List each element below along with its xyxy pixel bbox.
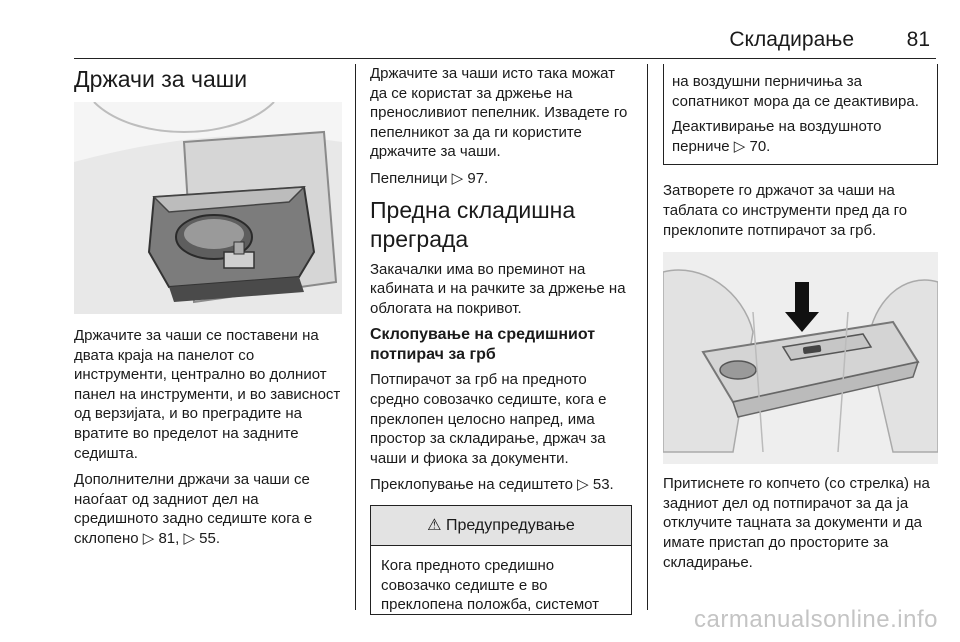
column-3 (663, 64, 938, 579)
section-title: Складирање (729, 28, 854, 51)
paragraph: на воздушни перничиња за сопатникот мора да се деактивира. (672, 73, 919, 110)
paragraph: Држачите за чаши исто така можат да се користат за држење на преносливиот пепелник. Извадете го пепелникот за да ги користите држачите за чаши. (370, 65, 628, 161)
front-storage-heading: Предна складишна преграда (370, 196, 576, 252)
warning-box (370, 505, 632, 615)
column-divider (355, 64, 356, 610)
warning-icon: ⚠ (427, 516, 442, 534)
warning-title-bar (371, 506, 631, 546)
column-2 (370, 64, 632, 615)
paragraph: Закачалки има во преминот на кабината и на рачките за држење на облогата на покривот. (370, 260, 626, 317)
armrest-illustration (663, 252, 938, 464)
paragraph: Деактивирање на воздушното перниче ▷ 70. (672, 118, 882, 155)
column-divider (647, 64, 648, 610)
paragraph: Држачите за чаши се поставени на двата краја на панелот со инструменти, централно во долниот панел на инструменти, и во зависност од верзијата, и во преградите на вратите во пределот на задните седишта. (74, 327, 341, 462)
cup-holder-illustration (74, 102, 342, 314)
column-1 (74, 64, 342, 556)
warning-title: Предупредување (445, 516, 575, 534)
armrest-subheading: Склопување на средишниот потпирач за грб (370, 326, 596, 364)
cup-holders-heading: Држачи за чаши (74, 66, 248, 92)
page-header (74, 24, 936, 58)
warning-box-continued (663, 64, 938, 165)
header-rule (74, 58, 936, 59)
paragraph: Затворете го држачот за чаши на таблата со инструменти пред да го преклопите потпирачот за грб. (663, 182, 908, 239)
paragraph: Преклопување на седиштето ▷ 53. (370, 476, 614, 494)
paragraph: Потпирачот за грб на предното средно совозачко седиште, кога е преклопен целосно напред, има простор за складирање, држач за чаши и фиока за документи. (370, 371, 607, 467)
paragraph: Пепелници ▷ 97. (370, 169, 489, 187)
page-number: 81 (906, 28, 930, 51)
watermark: carmanualsonline.info (694, 606, 938, 633)
paragraph: Притиснете го копчето (со стрелка) на задниот дел од потпирачот за да ја отклучите тацната за документи и да имате пристап до просторите за складирање. (663, 475, 930, 571)
warning-text: Кога предното средишно совозачко седиште е во преклопена положба, системот (381, 556, 600, 614)
paragraph: Дополнителни држачи за чаши се наоѓаат од задниот дел на средишното задно седиште кога е склопено ▷ 81, ▷ 55. (74, 471, 313, 547)
